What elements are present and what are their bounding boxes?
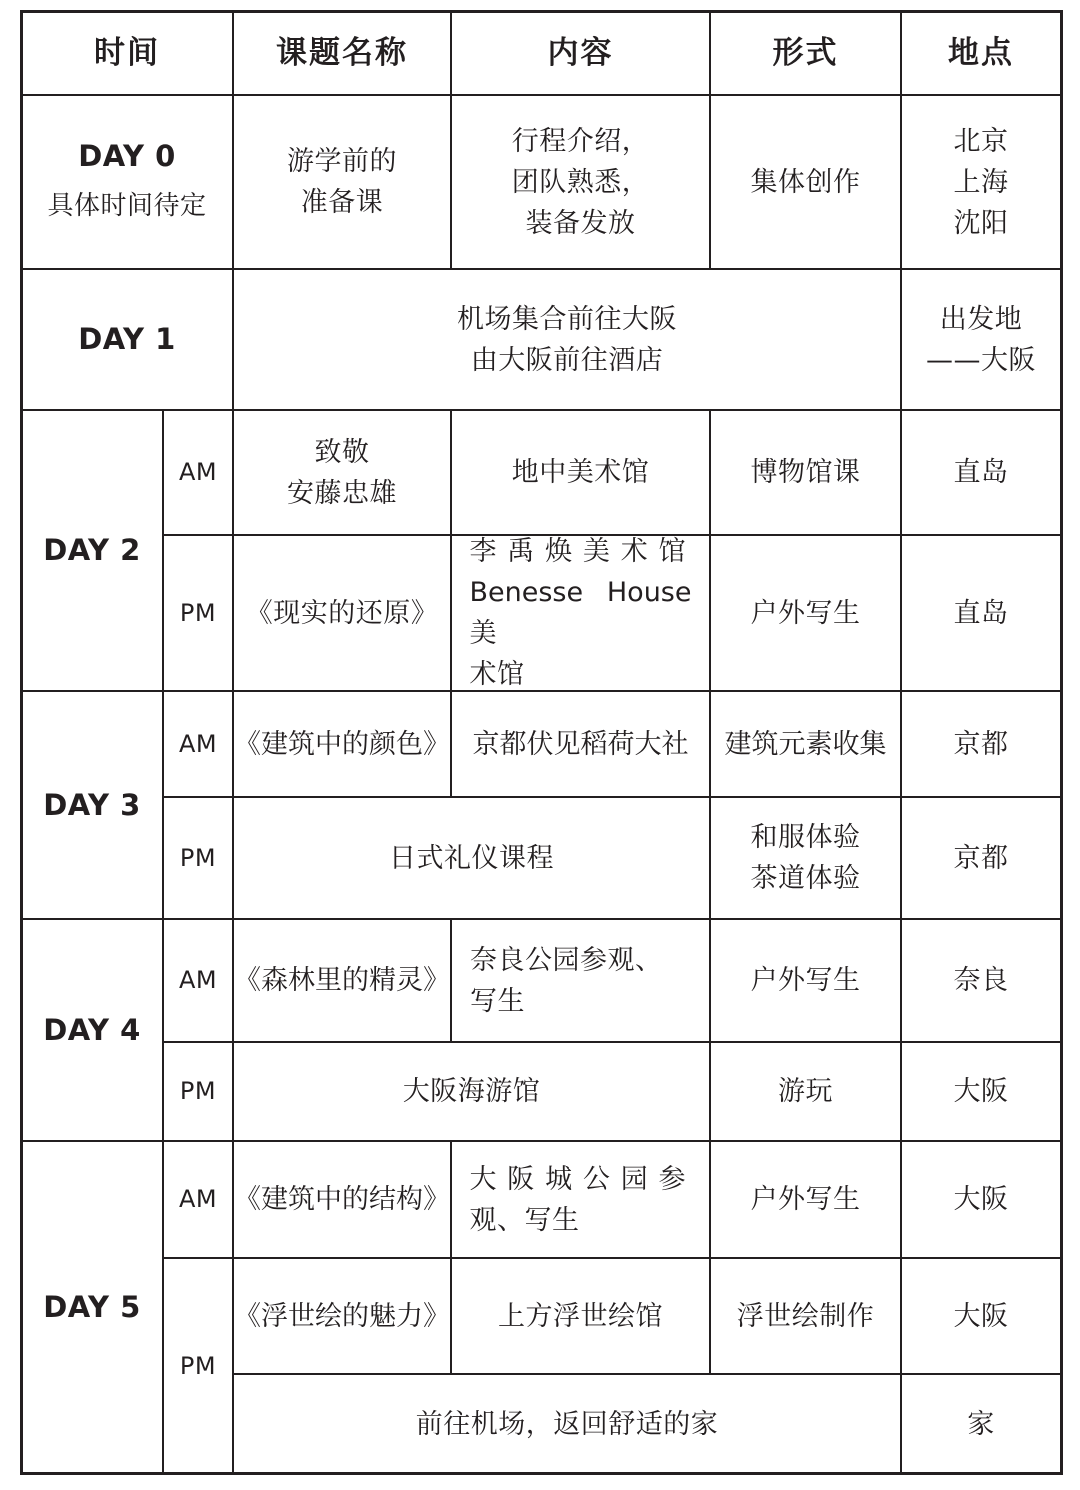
day2-am-topic-line: 安藤忠雄 [287,477,397,509]
header-topic: 课题名称 [276,34,408,71]
day3-am-location: 京都 [953,728,1009,760]
day4-pm-content: 大阪海游馆 [402,1076,541,1107]
day4-pm-location: 大阪 [953,1076,1009,1107]
day3-pm-label: PM [179,843,217,872]
day0-note: 具体时间待定 [47,191,207,221]
day0-location-line: 沈阳 [953,207,1009,239]
day0-label: DAY 0 [78,139,176,173]
day2-pm-content-line: Benesse House美 [469,577,692,649]
day0-time-cell [22,96,232,268]
day2-am-location: 直岛 [953,457,1009,488]
day1-label: DAY 1 [78,322,176,356]
day2-am-content: 地中美术馆 [511,457,650,488]
day5-pm-label: PM [179,1351,217,1380]
day3-am-content: 京都伏见稻荷大社 [472,728,689,760]
day2-pm-content [452,536,709,690]
day0-topic-line: 游学前的 [287,146,397,177]
day5-pm-topic: 《浮世绘的魅力》 [234,1300,450,1332]
day4-am-content-line: 写生 [470,985,525,1017]
day0-location-line: 北京 [953,125,1009,157]
day4-pm-format: 游玩 [778,1076,833,1107]
day1-location-line: 出发地 [939,303,1023,335]
day5-return-trip: 前往机场，返回舒适的家 [415,1408,719,1440]
day1-location [902,270,1060,409]
day2-pm-location: 直岛 [953,597,1009,629]
header-time: 时间 [94,34,160,71]
header-location: 地点 [948,34,1014,71]
day4-am-format: 户外写生 [750,965,861,996]
day5-am-content-line: 大阪城公园参 [469,1163,692,1195]
day5-am-label: AM [178,1185,218,1213]
day0-topic-line: 准备课 [300,187,384,218]
day2-pm-topic: 《现实的还原》 [245,597,439,629]
day3-pm-format-line: 和服体验 [750,822,861,853]
day0-location [902,96,1060,268]
day5-pm-format: 浮世绘制作 [736,1300,875,1332]
day4-am-topic: 《森林里的精灵》 [234,965,450,996]
day5-am-format: 户外写生 [750,1184,861,1215]
day0-format: 集体创作 [750,166,861,198]
day5-label: DAY 5 [43,1290,141,1324]
day3-am-topic: 《建筑中的颜色》 [234,728,450,760]
day3-label: DAY 3 [43,787,141,822]
day1-content-line: 机场集合前往大阪 [457,303,677,335]
day1-content [234,270,900,409]
day5-return-location: 家 [967,1408,995,1440]
day2-pm-format: 户外写生 [750,597,861,629]
day2-label: DAY 2 [43,533,141,567]
day5-pm-location: 大阪 [953,1300,1009,1332]
day2-pm-content-line: 李禹焕美术馆 [469,536,692,567]
day5-pm-content: 上方浮世绘馆 [498,1300,663,1332]
day4-label: DAY 4 [43,1012,141,1047]
day5-am-content [452,1142,709,1257]
day1-location-line: ——大阪 [926,344,1036,376]
day0-content-line: 行程介绍， [511,125,650,157]
header-format: 形式 [772,34,839,71]
day3-pm-format [711,798,900,918]
day4-am-content-line: 奈良公园参观、 [470,944,663,976]
day5-am-topic: 《建筑中的结构》 [234,1184,450,1215]
day4-am-label: AM [178,966,218,994]
day4-am-content [452,920,709,1041]
day3-am-format: 建筑元素收集 [724,728,887,760]
header-content: 内容 [547,34,614,71]
day5-am-location: 大阪 [953,1184,1009,1215]
day3-pm-content: 日式礼仪课程 [389,842,554,874]
day2-am-topic [234,411,450,534]
day2-pm-content-line: 术馆 [469,659,525,690]
day4-pm-label: PM [179,1077,217,1105]
day0-location-line: 上海 [953,166,1009,198]
day3-pm-format-line: 茶道体验 [750,863,861,894]
day0-topic [234,96,450,268]
day0-content [452,96,709,268]
day3-pm-location: 京都 [953,842,1009,874]
day2-pm-label: PM [179,598,217,627]
day5-am-content-line: 观、写生 [469,1204,580,1236]
day4-am-location: 奈良 [953,965,1009,996]
day1-content-line: 由大阪前往酒店 [470,344,664,376]
day2-am-format: 博物馆课 [750,457,861,488]
day2-am-label: AM [178,458,218,486]
day3-am-label: AM [178,729,218,758]
day0-content-line: 团队熟悉， [511,166,650,198]
day2-am-topic-line: 致敬 [314,436,370,468]
day0-content-line: 装备发放 [525,207,636,239]
